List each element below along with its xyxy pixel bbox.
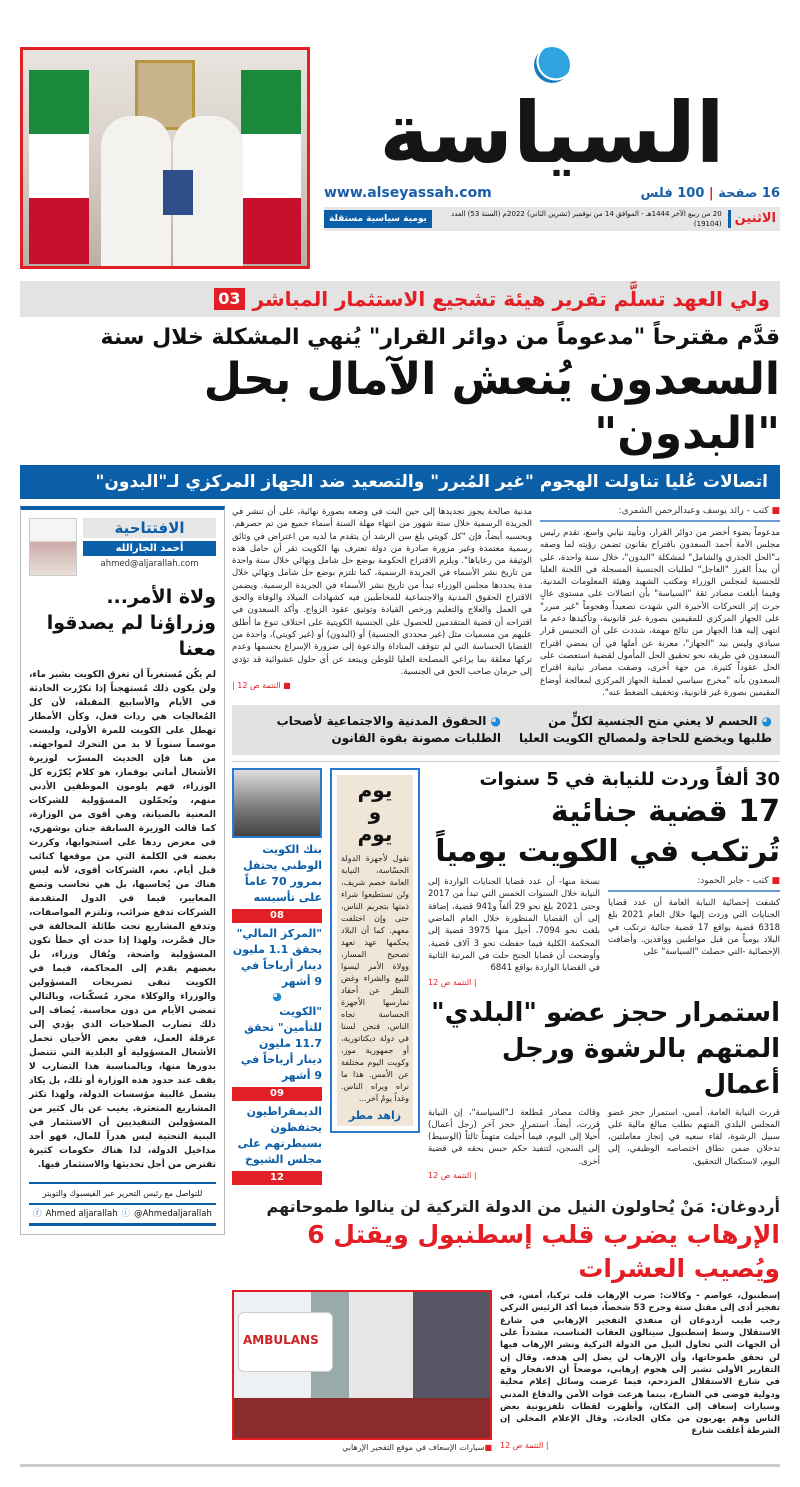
page-number-badge: 12 xyxy=(232,1171,322,1185)
facebook-link[interactable]: Ahmed aljarallah xyxy=(45,1209,118,1219)
eagle-logo-icon xyxy=(534,47,570,83)
stories-column xyxy=(428,768,780,1180)
lead-kicker: قدَّم مقترحاً "مدعوماً من دوائر القرار" يُنهي المشكلة خلال سنة xyxy=(100,325,780,350)
price: 100 فلس xyxy=(640,185,705,201)
kuwait-flag xyxy=(241,70,301,264)
continued-label[interactable]: ■ التتمة ص 12 | xyxy=(232,681,291,691)
yom-wa-yom-inner xyxy=(337,775,413,1126)
municipal-body-left: وقالت مصادر مُطلعة لـ"السياسة"، إن النيابة قررت، أيضاً، استمرار حجز آخر (رجل أعمال) أُحيلا إلى اليوم، فيما أُحيلت متهماً ثالثاً (الوسيط) إلى السجن، لتنفيذ حكم حبس بحقه في قضية أخرى. xyxy=(428,1107,600,1167)
brief-headline[interactable]: "الكويت للتأمين" تحقق 11.7 مليون دينار أرباحاً في 9 أشهر xyxy=(240,1005,322,1083)
top-teaser[interactable] xyxy=(20,281,780,317)
crime-headline[interactable]: 17 قضية جنائية xyxy=(550,794,780,830)
page-number-badge: 03 xyxy=(214,288,244,310)
pullquote-text: الحسم لا يعني منح الجنسية لكلٍّ من طلبها ويخضع للحاجة ولمصالح الكويت العليا xyxy=(518,714,772,746)
bullet-icon: ■ xyxy=(484,1443,492,1453)
main-grid xyxy=(20,506,780,1454)
pullquote-text: الحقوق المدنية والاجتماعية لأصحاب الطلبات مصونة بقوة القانون xyxy=(276,714,501,746)
divider xyxy=(232,761,780,762)
istanbul-photo-column xyxy=(232,1290,492,1454)
istanbul-columns xyxy=(232,1290,780,1454)
byline-text: كتب - رائد يوسف وعبدالرحمن الشمري: xyxy=(618,506,769,516)
page-bottom-rule xyxy=(20,1464,780,1467)
crime-body-right: كشفت إحصائية النيابة العامة أن عدد قضايا الجنايات التي وردت إليها خلال العام 2021 بلغ 6318 قضية بواقع 17 قضية جنائية ترتكب في البلاد يومياً من قبل مواطنين ووافدين. وأضافت الإحصائية -التي حصلت "السياسة" على xyxy=(608,898,780,958)
bank-photo xyxy=(232,768,322,838)
crime-kicker: 30 ألفاً وردت للنيابة في 5 سنوات xyxy=(479,769,780,791)
header-row xyxy=(20,47,780,269)
municipal-right-column xyxy=(608,1107,780,1168)
lead-headline[interactable]: السعدون يُنعش الآمال بحل "البدون" xyxy=(203,354,780,459)
lead-right-column xyxy=(540,506,780,699)
author-email[interactable]: ahmed@aljarallah.com xyxy=(100,559,199,569)
editorial-labels xyxy=(83,518,216,569)
front-photo xyxy=(20,47,310,269)
bullet-icon: ■ xyxy=(768,506,780,516)
column-body: نقول لأجهزة الدولة الحسّاسة، النيابة العامة خصم شريف، ولن تستطيعوا شراء ذمتها بتجريم الناس، حتى وإن اختلفت معهم. كما أن البلاد يحكمها عهد تعهد تصحيح المسار، وولاة الأمر ليسوا للبيع والشراء وغض النظر عن أحقاد تمارسها الأجهزة الحساسة تجاه الناس، فنحن لسنا في دولة ديكتاتورية، أو جمهورية موز، وكويت اليوم مختلفة عن الأمس. هذا ما نراه ويراه الناس. وغداً يومٌ آخر... xyxy=(341,854,409,1104)
date-line xyxy=(324,207,780,231)
municipal-headline[interactable]: المتهم بالرشوة ورجل أعمال xyxy=(501,1033,780,1100)
editorial-body: لم يكُن مُستغرباً أن تغرق الكويت بشبر ماء، ولن يكون ذلك مُستهجناً إذا تكرّرت الحادثة في الأيام والأسابيع المقبلة، لأن كل المُعالجات هي ردات فعل، وكأن الأمطار تهطل على الكويت للمرة الأولى، وليست موسماً سنوياً لا بد من التحرك لمواجهته. من هنا فإن الحديث المسرّب لوزيرة الأشغال أماني بوقماز، هو كلام يُكرّره كل الوزراء، فهم يلومون الموظفين الأدنى منهم، ويُحمّلون المسؤولية للشركات المعنية بالصيانة، وهي أقوى من الوزارة، كما قالت الوزيرة السابقة جنان بوشهري، في معرض ردها على استجوابها، وكررت بعضه في الكلمة التي من موقعها كنائب قبل أيام. نعم، الشركات أقوى، لأنه ليس هناك من يُحاسبها، بل هي تحاسب وتضع المعايير، فيما في الدول المتقدمة الشركات تدفع ضرائب، وتلتزم المواصفات، وتدفع المشاريع تحت طائلة المخالفة في حال قصَّرت، ولهذا إذا حدث أي خطأ تكون المسؤولية واضحة، ويُقال وزراء، بل بعضهم يقدم إلى المحاكمة، فيما في الكويت تبقى تصريحات المسؤولين والوزراء والوكلاء مجرد مُسكّنات، وبالتالي تمضي الأيام من دون محاسبة. يُضاف إلى ذلك تضارب الصلاحيات الذي يؤدي إلى عرقلة العمل، ففي بعض الأحيان تحمل الأشغال المسؤولية أو البلدية التي تتنصل بدورها منها، وبالمناسبة هذا التضارب لا يقف عند حدود هذه الوزارة أو تلك، بل يكاد يشمل غالبية مؤسسات الدولة، ولهذا تكثر المشاريع المتعثرة. يغيب عن بال كثير من المسؤولين التنفيذيين أن الاستثمار في البنية التحتية ليس هدراً للمال، فهو أحد مداخيل الدولة، لذا هناك حكومات كثيرة تقترض من أجل تحديثها والاستثمار فيها. xyxy=(29,670,216,1170)
teaser-headline: ولي العهد تسلَّم تقرير هيئة تشجيع الاستثمار المباشر xyxy=(252,287,770,311)
twitter-icon: ⓣ xyxy=(121,1209,131,1219)
date-text: 20 من ربيع الآخر 1444هـ - الموافق 14 من نوفمبر (تشرين الثاني) 2022م (السنة 53) العدد (19104) xyxy=(451,210,722,228)
page-number-badge: 08 xyxy=(232,909,322,923)
editorial-header xyxy=(29,518,216,576)
lead-body-left: مدنية صالحة يجوز تجديدها إلى حين البت في وضعه بصورة نهائية، على أن تنشر في الجريدة الرسمية خلال ستة شهور من انتهاء مهلة السنة أسماء جميع من تم حصرهم. وبحسبه أيضاً، فإن "كل كويتي بلغ سن الرشد أن يتقدم ما لديه من اعتراض في وثائق رسمية معتمدة وغير مزورة صادرة من دولة تعترف بها الكويت تقر أن حامل هذه الوثيقة من رعاياها". ويلزم الاقتراح الحكومة بوضع حل شامل ونهائي خلال سنة واحدة من تاريخ نشر الأسماء في الجريدة الرسمية، كما تلتزم بوضع حل شامل ونهائي خلال مدة يحددها مجلس الوزراء تبدأ من تاريخ نشر الأسماء في الجريدة الرسمية. ويضمن الاقتراح الحقوق المدنية والاجتماعية للمخاطبين فيه كشهادات الميلاد والوفاة والحق في العمل والعلاج والتعليم ورخص القيادة وتوثيق عقود الزواج. وأكد السعدون في اقتراحه أن قضية المتقدمين للحصول على الجنسية الكويتية على اختلاف تنوع ما أطلق عليهم من مسميات مثل (غير محددي الجنسية) أو (البدون) أو (غير كويتي)، واحدة من القضايا الحساسة التي لم تتوقف المناداة والدعوة إلى ضرورة الإسراع بحسمها وعدم تركها معلقة بما يراعي المصلحة العليا للوطن ويبتعد عن أي حلول عشوائية قد تؤدي إلى حرمان صاحب الحق في الجنسية. xyxy=(232,507,532,677)
continued-label[interactable]: | التتمة ص 12 xyxy=(428,1171,477,1181)
tagline: يومية سياسية مستقلة xyxy=(324,210,432,228)
lead-subhead: اتصالات عُليا تناولت الهجوم "غير المُبرر" والتصعيد ضد الجهاز المركزي لـ"البدون" xyxy=(20,465,780,499)
column-author: زاهد مطر xyxy=(348,1109,402,1123)
continued-label[interactable]: | التتمة ص 12 xyxy=(428,977,477,987)
editorial-column xyxy=(20,506,225,1235)
municipal-left-column xyxy=(428,1107,600,1180)
main-column xyxy=(232,506,780,1454)
lead-body-right: مدعوماً بضوء أخضر من دوائر القرار، وتأييد نيابي واسع، تقدم رئيس مجلس الأمة أحمد السعدون باقتراح بقانون تضمن رؤيته لما وصفه بـ"الحل الجذري والشامل" لمشكلة "البدون"، خلال سنة واحدة، على أن يبدأ الفرز "العاجل" لطلبات الجنسية المسجلة في اللجنة العليا للجنسية لمجلس الوزراء ومكتب الشهيد وهيئة المعلومات المدنية. وفيما أبلغت مصادر ثقة "السياسة" بأن اتصالات على مستوى عالٍ جرت إثر التحركات الأخيرة التي شهدت تصعيداً وهجوماً "غير مبرر" على الجهاز المركزي للمقيمين بصورة غير قانونية، وتأكيدها دعم ما انتهى إليه هذا الجهاز من نتائج مهمة، شددت على أن التجنيس قرار سيادي وليس بيد "الجهاز"، معربة عن أملها في أن يمضي اقتراح السعدون في طريقه نحو تحقيق الحل المأمول لقضية استعصت على الحل عقوداً كثيرة. من جهة أخرى، وصفت مصادر نيابية اقتراح السعدون بأنه "مخرج سياسي لعملية الجهاز المركزي لمعالجة أوضاع المقيمين بصورة غير قانونية، وتخفيف الضغط عنه". xyxy=(540,528,780,698)
municipal-body-right: قررت النيابة العامة، أمس، استمرار حجز عضو المجلس البلدي المتهم بطلب مبالغ مالية على سبيل الرشوة، لقاء سعيه في إنجاز معاملتين، تدخلان ضمن نطاق اختصاصه الوظيفي، إلى اليوم، لاستكمال التحقيق. xyxy=(608,1107,780,1167)
continued-text: التتمة ص 12 xyxy=(428,977,472,987)
crime-byline xyxy=(608,876,780,892)
person xyxy=(101,116,171,266)
bullet-icon: ■ xyxy=(768,876,780,887)
eagle-bullet-icon: ◕ xyxy=(486,714,501,729)
lead-columns xyxy=(232,506,780,699)
pullquote xyxy=(240,713,501,747)
lead-left-column xyxy=(232,506,532,690)
caption-text: سيارات الإسعاف في موقع التفجير الإرهابي xyxy=(342,1443,485,1453)
brief-headline[interactable]: "المركز المالي" يحقق 1.1 مليون دينار أرباحاً في 9 أشهر xyxy=(232,927,322,989)
website-link[interactable]: www.alseyassah.com xyxy=(324,185,492,201)
page-number-badge: 09 xyxy=(232,1087,322,1101)
newspaper-logo: السياسة xyxy=(379,84,725,182)
day-label: الاثنين xyxy=(728,210,780,228)
pages-count: 16 صفحة xyxy=(718,185,780,201)
istanbul-headline[interactable]: الإرهاب يضرب قلب إسطنبول ويقتل 6 ويُصيب العشرات xyxy=(307,1220,780,1284)
continued-text: التتمة ص 12 xyxy=(237,681,281,691)
istanbul-kicker: أردوغان: مَنْ يُحاولون النيل من الدولة التركية لن ينالوا طموحاتهم xyxy=(266,1197,780,1217)
crime-body-left: نسخة منها- أن عدد قضايا الجنايات الواردة إلى النيابة خلال السنوات الخمس التي تبدأ من 2017 وحتى 2021 بلغ نحو 29 ألفاً و941 قضية، إضافة إلى أن القضايا المنظورة خلال العام الماضي بلغت نحو 7094، أحيل منها 3975 قضية إلى المحكمة الكلية فيما حفظت نحو 3 آلاف قضية. وأوضحت أن قضايا الجنح حلت في المرتبة الثانية في القضايا الواردة بواقع 6841 xyxy=(428,877,601,974)
kuwait-flag xyxy=(29,70,89,264)
info-line xyxy=(324,185,780,201)
crime-columns xyxy=(428,876,780,986)
briefs-column xyxy=(232,768,322,1188)
bullet-icon: ■ xyxy=(280,681,291,691)
yom-wa-yom-box xyxy=(330,768,420,1133)
column-title: يوم xyxy=(357,778,393,803)
istanbul-text-column xyxy=(500,1290,780,1450)
separator: | xyxy=(708,185,714,201)
byline-text: كتب - جابر الحمود: xyxy=(697,876,769,887)
photo-caption xyxy=(232,1442,492,1454)
crime-left-column xyxy=(428,876,600,986)
crime-headline[interactable]: تُرتكب في الكويت يومياً xyxy=(435,834,780,870)
crime-right-column xyxy=(608,876,780,958)
editorial-label: الافتتاحية xyxy=(83,518,216,538)
editorial-title: وزراؤنا لم يصدقوا معنا xyxy=(46,612,216,660)
municipal-columns xyxy=(428,1107,780,1180)
pullquote-box xyxy=(232,705,780,755)
istanbul-body: إسطنبول، عواصم - وكالات: ضرب الإرهاب قلب تركيا، أمس، في تفجير أدى إلى مقتل ستة وجرح 53 شخصاً، فيما أكد الرئيس التركي رجب طيب أردوغان أن منفذي التفجير الإرهابي في شارع الاستقلال وسط إسطنبول سينالون العقاب المناسب، مشدداً على أن الجهات التي تحاول النيل من الدولة التركية ونشر الإرهاب فيها لن تحقق طموحاتها، وأن الإرهاب لن يصل إلى هدفه. وقال إن التقارير الأولى تشير إلى هجوم إرهابي، موضحاً أن الانفجار وقع في شارع الاستقلال المزدحم، فيما عرضت وسائل إعلام محلية ودولية فوضى في الشارع، بينما هرعت قوات الأمن والدفاع المدني وسيارات إسعاف إلى المكان، وأظهرت لقطات تلفزيونية بعض الناس وهم يهربون من مكان الحادث. وقال الإعلام المحلي إن الشرطة أغلقت شارع xyxy=(500,1291,780,1437)
municipal-headline[interactable]: استمرار حجز عضو "البلدي" xyxy=(431,997,780,1028)
brief-headline[interactable]: بنك الكويت الوطني يحتفل بمرور 70 عاماً على تأسيسه xyxy=(243,843,322,905)
author-photo xyxy=(29,518,77,576)
second-section xyxy=(232,768,780,1188)
social-label: للتواصل مع رئيس التحرير عبر الفيسبوك والتويتر xyxy=(29,1182,216,1205)
istanbul-photo xyxy=(232,1290,492,1440)
facebook-icon: ⓕ xyxy=(33,1209,42,1219)
price-pages xyxy=(641,186,780,201)
street-barrier xyxy=(234,1398,490,1438)
column-title: و xyxy=(368,800,382,825)
masthead xyxy=(324,47,780,231)
eagle-bullet-icon: ◕ xyxy=(757,714,772,729)
editorial-title: ولاة الأمر... xyxy=(106,586,216,608)
column-title: يوم xyxy=(357,822,393,847)
continued-text: التتمة ص 12 xyxy=(500,1440,544,1450)
ambulance-label: AMBULANS xyxy=(243,1333,319,1348)
eagle-row xyxy=(324,47,780,83)
report-document xyxy=(163,170,193,215)
ambulance xyxy=(238,1312,333,1372)
brief-headline[interactable]: الديمقراطيون يحتفظون بسيطرتهم على مجلس الشيوخ xyxy=(237,1105,322,1167)
twitter-link[interactable]: @Ahmedaljarallah xyxy=(134,1209,212,1219)
continued-label[interactable]: | التتمة ص 12 xyxy=(500,1440,549,1450)
eagle-separator-icon: ◕ xyxy=(272,990,282,1004)
lead-byline xyxy=(540,506,780,522)
pullquote xyxy=(511,713,772,747)
social-links xyxy=(29,1205,216,1226)
continued-text: التتمة ص 12 xyxy=(428,1171,472,1181)
author-name: أحمد الجارالله xyxy=(83,541,216,556)
